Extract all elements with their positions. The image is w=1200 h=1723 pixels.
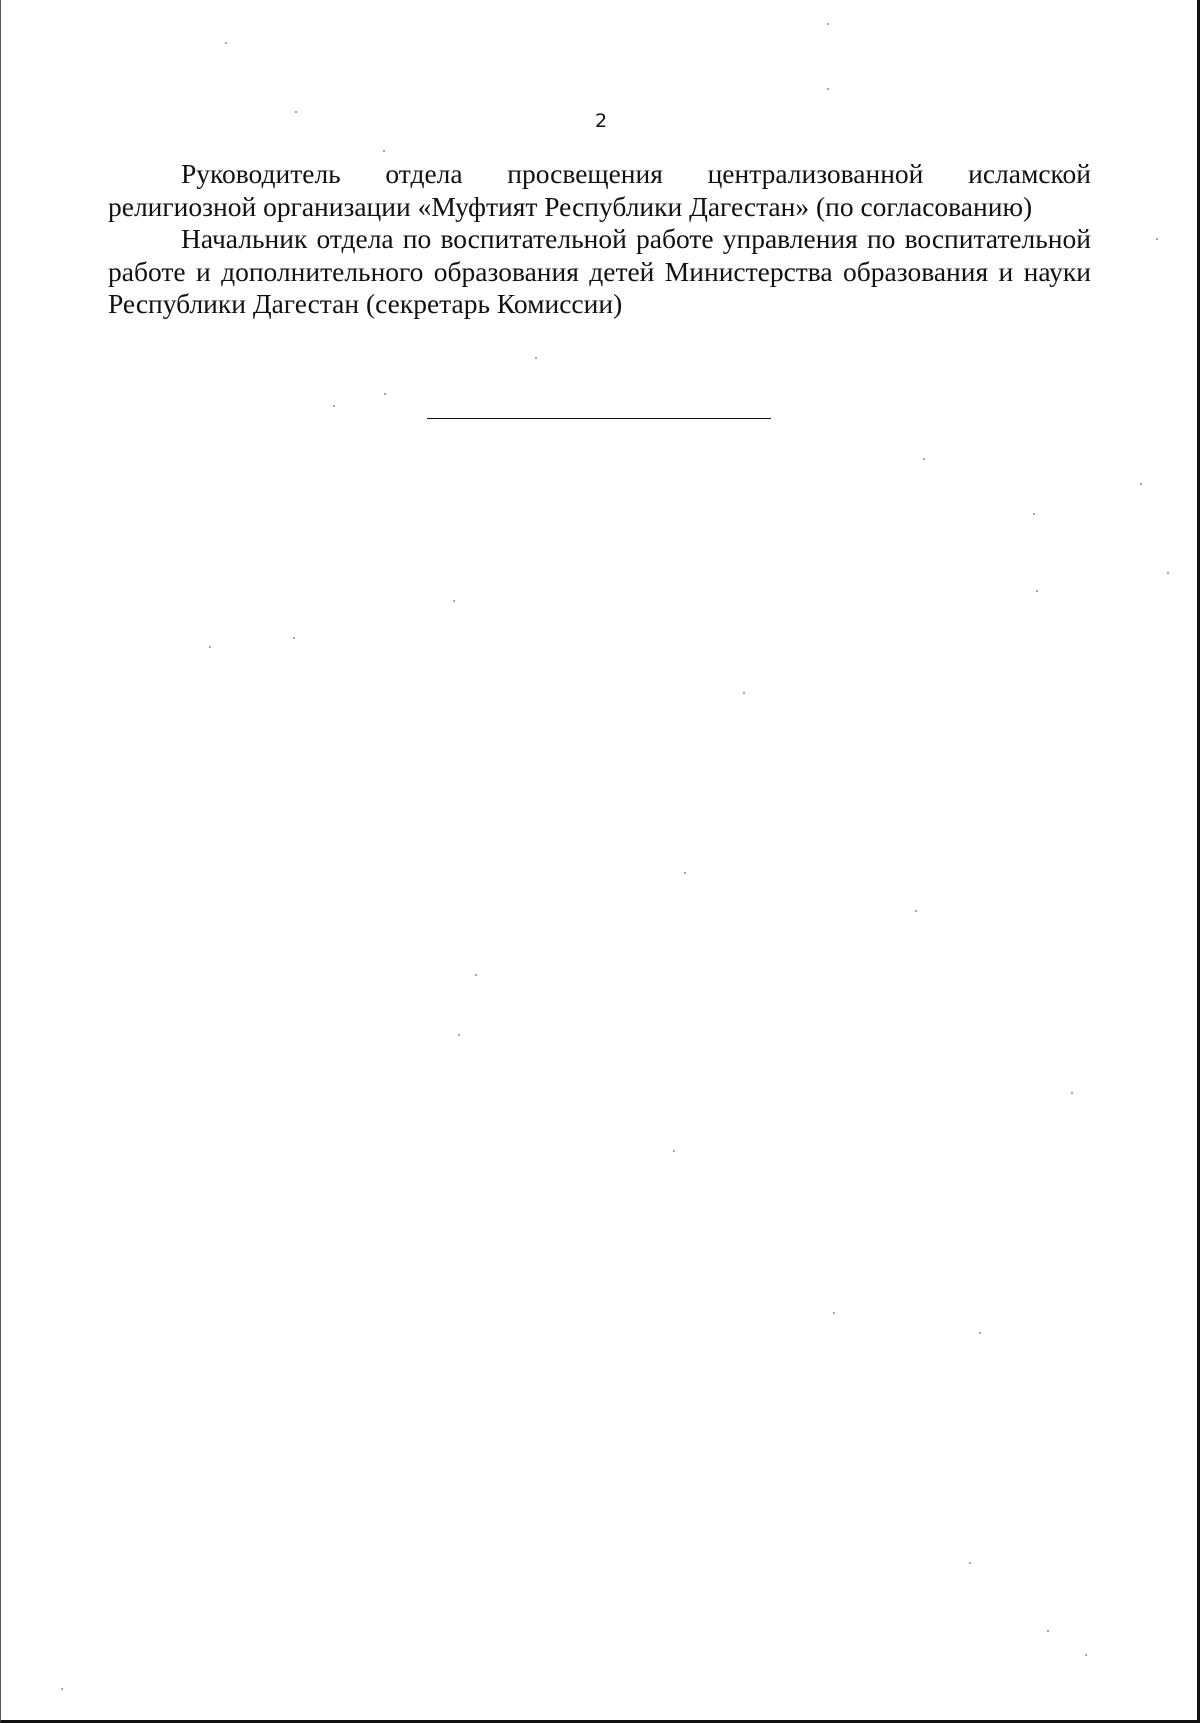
scan-speck <box>1085 1654 1087 1656</box>
paragraph-muftiyat-representative: Руководитель отдела просвещения централизованной исламской религиозной организации «Муфтият Республики Дагестан» (по согласованию) <box>108 158 1091 222</box>
scan-speck <box>827 88 829 90</box>
scan-speck <box>743 692 745 694</box>
scan-speck <box>209 646 211 648</box>
scan-speck <box>383 150 385 152</box>
scan-speck <box>293 637 295 639</box>
scan-speck <box>827 23 829 25</box>
scan-speck <box>833 1312 835 1314</box>
scan-speck <box>1167 572 1169 574</box>
scan-speck <box>384 393 386 395</box>
scan-speck <box>225 42 227 44</box>
scan-speck <box>1156 238 1158 240</box>
document-body <box>108 158 1091 321</box>
scan-speck <box>1140 483 1142 485</box>
end-separator-line <box>427 418 771 419</box>
scan-speck <box>458 1034 460 1036</box>
scan-speck <box>979 1332 981 1334</box>
scan-speck <box>923 458 925 460</box>
scan-speck <box>453 600 455 602</box>
scan-speck <box>969 1562 971 1564</box>
scan-speck <box>673 1150 675 1152</box>
scan-speck <box>475 974 477 976</box>
scan-speck <box>1047 1630 1049 1632</box>
scan-speck <box>295 111 297 113</box>
scan-speck <box>1036 590 1038 592</box>
scan-speck <box>684 872 686 874</box>
scan-speck <box>1033 513 1035 515</box>
scan-speck <box>915 910 917 912</box>
scan-speck <box>1071 1092 1073 1094</box>
scan-speck <box>61 1688 63 1690</box>
paragraph-commission-secretary: Начальник отдела по воспитательной работе управления по воспитательной работе и дополнительного образования детей Министерства образования и науки Республики Дагестан (секретарь Комиссии) <box>108 223 1091 319</box>
page-number: 2 <box>594 110 608 132</box>
scan-speck <box>535 357 537 359</box>
scan-speck <box>333 405 335 407</box>
